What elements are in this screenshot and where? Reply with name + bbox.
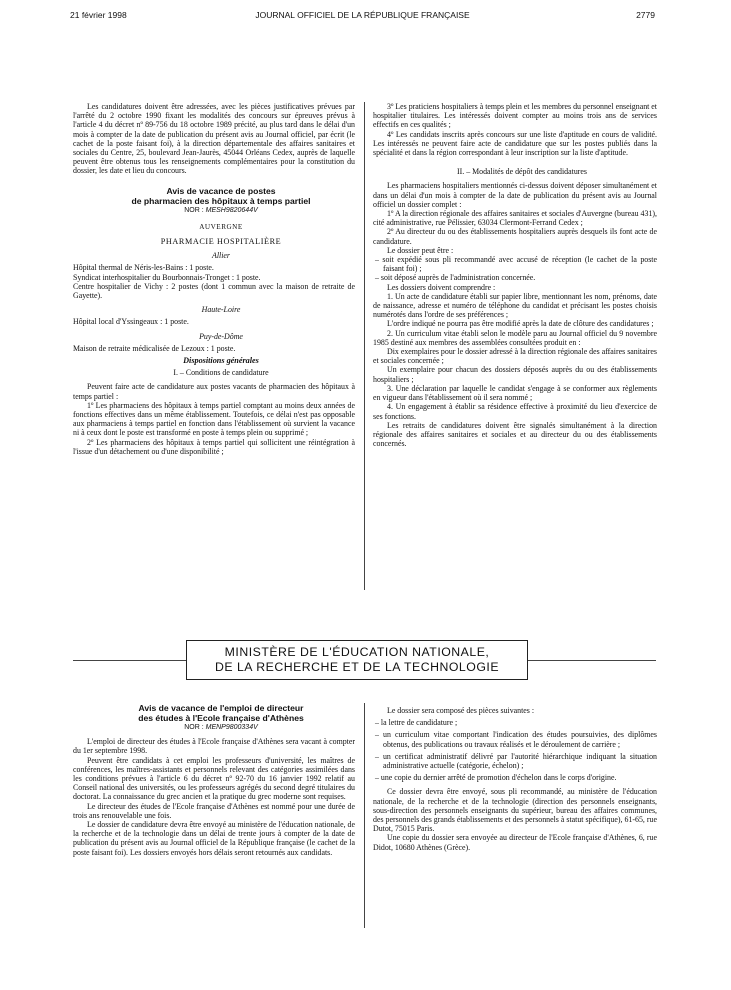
paragraph: 3º Les praticiens hospitaliers à temps plein et les membres du personnel enseignant et hospitalier titulaires. Les intéressés doivent compter au moins trois ans de services effectifs en ces qualités ; — [373, 102, 657, 130]
section-heading: PHARMACIE HOSPITALIÈRE — [160, 237, 282, 247]
intro-paragraph: Les candidatures doivent être adressées, avec les pièces justificatives prévues par l'arrêté du 2 octobre 1990 fixant les modalités des concours sur épreuves prévus à l'article 4 du décret nº 89-756 du 18 octobre 1989 précité, au plus tard dans le délai d'un mois à compter de la date de publication du présent avis au Journal officiel, par écrit (le cachet de la poste faisant foi), à la direction départementale des affaires sanitaires et sociales du Centre, 25, boulevard Jean-Jaurès, 45044 Orléans Cedex, auprès de laquelle peuvent être obtenus tous les renseignements complémentaires pour la constitution du dossier, les date et lieu du concours. — [73, 102, 355, 176]
list-item: – soit déposé auprès de l'administration concernée. — [375, 273, 536, 283]
section-heading-modalites: II. – Modalités de dépôt des candidatures — [457, 167, 587, 177]
section-heading-conditions: I. – Conditions de candidature — [173, 368, 269, 378]
nor-label: NOR : — [184, 724, 206, 731]
page-number: 2779 — [636, 10, 655, 20]
ministry-rule-left — [73, 660, 186, 661]
paragraph: 2. Un curriculum vitae établi selon le modèle paru au Journal officiel du 9 novembre 1985 destiné aux membres des assemblées consultées produit en : — [373, 328, 657, 347]
puy-item-1: Maison de retraite médicalisée de Lezoux : 1 poste. — [73, 343, 236, 353]
bottom-right-column — [373, 706, 657, 852]
paragraph: Une copie du dossier sera envoyée au directeur de l'Ecole française d'Athènes, 6, rue Didot, 10680 Athènes (Grèce). — [373, 833, 657, 852]
nor-code: MESH9820644V — [205, 206, 258, 214]
avis-title-line-1: Avis de vacance de postes — [166, 185, 276, 196]
paragraph: L'ordre indiqué ne pourra pas être modifié après la date de clôture des candidatures ; — [387, 319, 654, 329]
paragraph: L'emploi de directeur des études à l'Ecole française d'Athènes sera vacant à compter du 1er septembre 1998. — [73, 737, 355, 756]
list-item: – un certificat administratif délivré par l'autorité hiérarchique indiquant la situation administrative actuelle (catégorie, échelon) ; — [375, 751, 657, 771]
column-divider — [364, 102, 365, 590]
top-right-column — [373, 102, 657, 448]
paragraph: Le dossier peut être : — [387, 245, 454, 255]
list-item: – soit expédié sous pli recommandé avec accusé de réception (le cachet de la poste faisant foi) ; — [375, 255, 657, 274]
paragraph: Les dossiers doivent comprendre : — [387, 282, 496, 292]
allier-item-1: Hôpital thermal de Néris-les-Bains : 1 poste. — [73, 263, 214, 273]
paragraph: 2º Les pharmaciens des hôpitaux à temps partiel qui sollicitent une réintégration à l'issue d'un détachement ou d'une disponibilité ; — [73, 437, 355, 456]
avis-title-line-2: de pharmacien des hôpitaux à temps partiel — [131, 195, 311, 206]
list-item: – la lettre de candidature ; — [375, 718, 458, 728]
paragraph: 1º Les pharmaciens des hôpitaux à temps partiel comptant au moins deux années de fonctions effectives dans un même établissement. Toutefois, ce délai n'est pas opposable aux pharmaciens à temps partiel en fonction dans l'établissement où survient la vacance ni à ceux dont le poste est transformé en poste à temps plein ou supprimé ; — [73, 400, 355, 438]
paragraph: Le dossier de candidature devra être envoyé au ministère de l'éducation nationale, de la recherche et de la technologie dans un délai de trente jours à compter de la date de publication du présent avis au Journal officiel de la République française (le cachet de la poste faisant foi). Les dossiers envoyés hors délais seront retournés aux candidats. — [73, 820, 355, 857]
allier-item-2: Syndicat interhospitalier du Bourbonnais-Tronget : 1 poste. — [73, 272, 261, 282]
dept-heading-allier: Allier — [212, 251, 230, 261]
paragraph: Ce dossier devra être envoyé, sous pli recommandé, au ministère de l'éducation nationale, de la recherche et de la technologie (direction des personnels enseignants, sous-direction des personnels enseignants du supérieur, bureau des affaires communes, des personnels des grands établissements et des personnels à statut spécifique), 61-65, rue Dutot, 75015 Paris. — [373, 787, 657, 834]
avis-title-line-2: des études à l'Ecole française d'Athènes — [138, 713, 304, 723]
ministry-heading-line-1: MINISTÈRE DE L'ÉDUCATION NATIONALE, — [224, 645, 490, 659]
region-heading: AUVERGNE — [199, 222, 243, 231]
paragraph: Peuvent être candidats à cet emploi les professeurs d'université, les maîtres de conférences, les maîtres-assistants et personnels relevant des catégories assimilées dans les conditions prévues à l'article 6 du décret nº 92-70 du 16 janvier 1992 relatif au Conseil national des universités, ou les professeurs agrégés du second degré titulaires du doctorat. La connaissance du grec ancien et la pratique du grec moderne sont requises. — [73, 755, 355, 802]
haute-loire-item-1: Hôpital local d'Yssingeaux : 1 poste. — [73, 317, 189, 327]
paragraph: 2º Au directeur du ou des établissements hospitaliers auprès desquels ils font acte de candidature. — [373, 227, 657, 246]
paragraph: 3. Une déclaration par laquelle le candidat s'engage à se conformer aux règlements en vigueur dans l'établissement où il sera nommé ; — [373, 383, 657, 403]
allier-item-3: Centre hospitalier de Vichy : 2 postes (dont 1 commun avec la maison de retraite de Gayette). — [73, 281, 355, 301]
nor-label: NOR : — [184, 206, 206, 214]
paragraph: Les pharmaciens hospitaliers mentionnés ci-dessus doivent déposer simultanément et dans un délai d'un mois à compter de la date de publication du présent avis au Journal officiel un dossier complet : — [373, 181, 657, 209]
list-item: – une copie du dernier arrêté de promotion d'échelon dans le corps d'origine. — [375, 773, 617, 783]
avis-title-line-1: Avis de vacance de l'emploi de directeur — [138, 703, 304, 713]
ministry-heading-box — [186, 640, 528, 680]
nor-reference — [73, 723, 355, 732]
ministry-heading-line-2: DE LA RECHERCHE ET DE LA TECHNOLOGIE — [214, 660, 500, 674]
paragraph: 1º A la direction régionale des affaires sanitaires et sociales d'Auvergne (bureau 431), cité administrative, rue Pélissier, 63034 Clermont-Ferrand Cedex ; — [373, 209, 657, 228]
paragraph: Un exemplaire pour chacun des dossiers déposés auprès du ou des établissements hospitaliers ; — [373, 365, 657, 384]
top-left-column — [73, 102, 355, 456]
column-divider — [364, 703, 365, 928]
nor-code: MENP9800334V — [205, 724, 258, 731]
ministry-rule-right — [528, 660, 656, 661]
paragraph: 4º Les candidats inscrits après concours sur une liste d'aptitude en cours de validité. Les intéressés ne peuvent faire acte de candidature que sur les postes publiés dans la spécialité et dans la région correspondant à leur inscription sur la liste d'aptitude. — [373, 129, 657, 158]
journal-title: JOURNAL OFFICIEL DE LA RÉPUBLIQUE FRANÇAISE — [255, 10, 470, 20]
page-header — [70, 10, 655, 30]
paragraph: Les retraits de candidatures doivent être signalés simultanément à la direction régionale des affaires sanitaires et sociales et au directeur du ou des établissements concernés. — [373, 420, 657, 449]
dispositions-heading: Dispositions générales — [183, 356, 259, 366]
paragraph: Dix exemplaires pour le dossier adressé à la direction régionale des affaires sanitaires et sociales concernée ; — [373, 347, 657, 366]
paragraph: 4. Un engagement à établir sa résidence effective à proximité du lieu d'exercice de ses fonctions. — [373, 402, 657, 421]
paragraph: Le directeur des études de l'Ecole française d'Athènes est nommé pour une durée de trois ans renouvelable une fois. — [73, 801, 355, 820]
paragraph: 1. Un acte de candidature établi sur papier libre, mentionnant les nom, prénoms, date de naissance, adresse et numéro de téléphone du candidat et précisant les postes choisis numérotés dans l'ordre de ses préférences ; — [373, 291, 657, 320]
bottom-left-column — [73, 703, 355, 857]
paragraph: Le dossier sera composé des pièces suivantes : — [387, 706, 535, 715]
nor-reference — [73, 206, 355, 215]
paragraph: Peuvent faire acte de candidature aux postes vacants de pharmacien des hôpitaux à temps partiel : — [73, 382, 355, 401]
dept-heading-puy-de-dome: Puy-de-Dôme — [199, 331, 243, 341]
list-item: – un curriculum vitae comportant l'indication des études poursuivies, des diplômes obtenus, des publications ou travaux réalisés et le déroulement de carrière ; — [375, 730, 657, 749]
dept-heading-haute-loire: Haute-Loire — [201, 305, 241, 315]
issue-date: 21 février 1998 — [70, 10, 127, 20]
